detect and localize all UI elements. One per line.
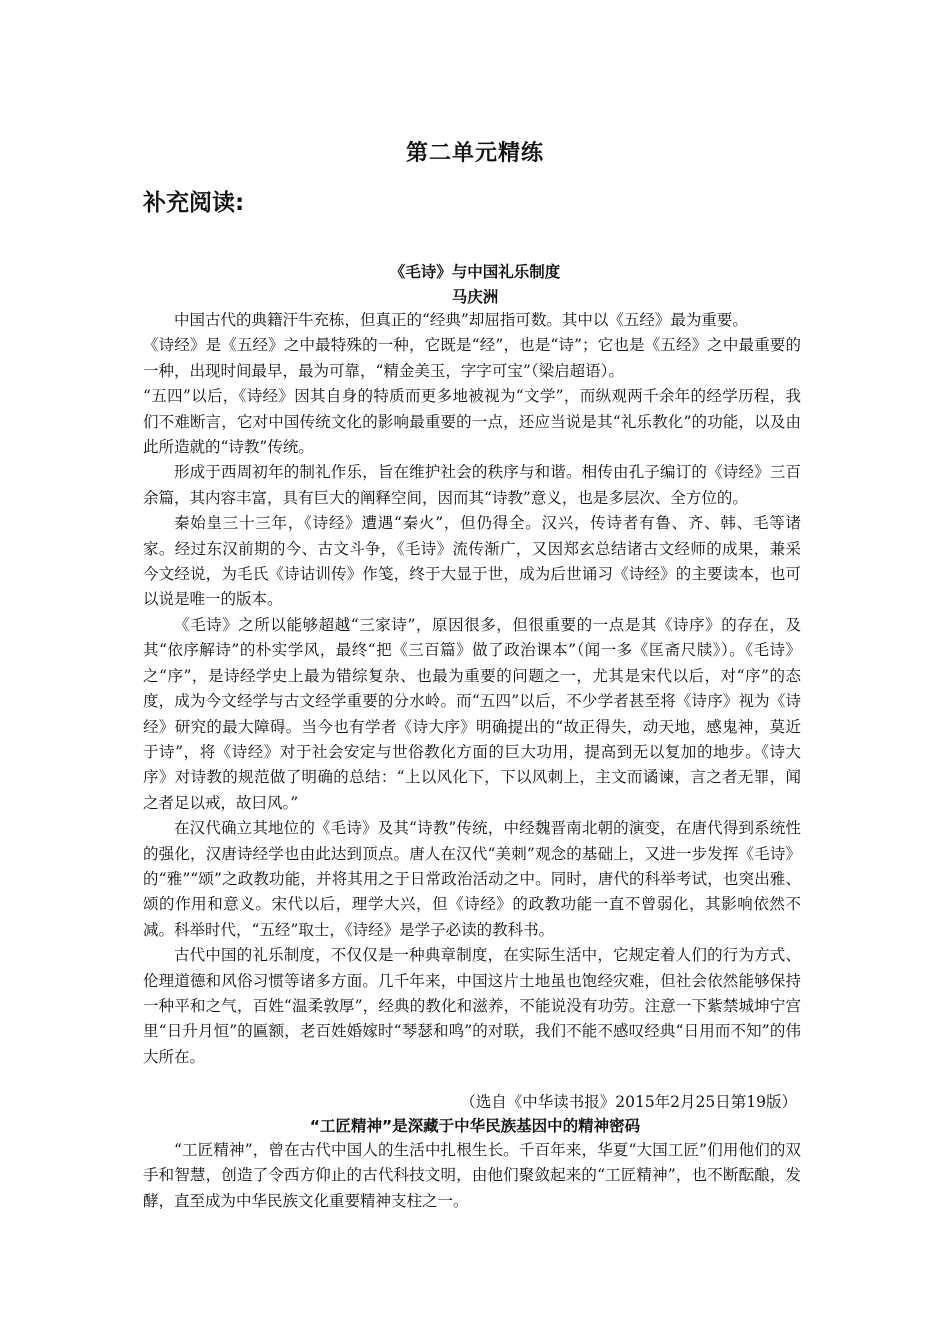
article-title-2: “工匠精神”是深藏于中华民族基因中的精神密码 (309, 1117, 641, 1135)
section-label: 补充阅读: (143, 190, 245, 216)
unit-title: 第二单元精练 (405, 141, 544, 166)
article-body-2 (143, 1138, 801, 1214)
paragraph: 《诗经》是《五经》之中最特殊的一种，它既是“经”，也是“诗”；它也是《五经》之中最重要的一种，出现时间最早，最为可靠，“精金美玉，字字可宝”（梁启超语）。 (143, 336, 801, 380)
paragraph: 古代中国的礼乐制度，不仅仅是一种典章制度，在实际生活中，它规定着人们的行为方式、伦理道德和风俗习惯等诸多方面。几千年来，中国这片土地虽也饱经灾难，但社会依然能够保持一种平和之气，百姓“温柔敦厚”，经典的教化和滋养，不能说没有功劳。注意一下紫禁城坤宁宫里“日升月恒”的匾额，老百姓婚嫁时“琴瑟和鸣”的对联，我们不能不感叹经典“日用而不知”的伟大所在。 (143, 946, 801, 1066)
paragraph: 在汉代确立其地位的《毛诗》及其“诗教”传统，中经魏晋南北朝的演变，在唐代得到系统性的强化，汉唐诗经学也由此达到顶点。唐人在汉代“美刺”观念的基础上，又进一步发挥《毛诗》的“雅”“颂”之政教功能，并将其用之于日常政治活动之中。同时，唐代的科举考试，也突出雅、颂的作用和意义。宋代以后，理学大兴，但《诗经》的政教功能一直不曾弱化，其影响依然不减。科举时代，“五经”取士，《诗经》是学子必读的教科书。 (143, 819, 801, 939)
article-source: （选自《中华读书报》2015年2月25日第19版） (460, 1093, 797, 1111)
paragraph: “五四”以后，《诗经》因其自身的特质而更多地被视为“文学”，而纵观两千余年的经学历程，我们不难断言，它对中国传统文化的影响最重要的一点，还应当说是其“礼乐教化”的功能，以及由此所造就的“诗教”传统。 (143, 387, 801, 457)
paragraph: “工匠精神”，曾在古代中国人的生活中扎根生长。千百年来，华夏“大国工匠”们用他们的双手和智慧，创造了令西方仰止的古代科技文明，由他们聚敛起来的“工匠精神”，也不断酝酿，发酵，直至成为中华民族文化重要精神支柱之一。 (143, 1141, 801, 1210)
article-author: 马庆洲 (451, 287, 499, 306)
paragraph: 形成于西周初年的制礼作乐，旨在维护社会的秩序与和谐。相传由孔子编订的《诗经》三百余篇，其内容丰富，具有巨大的阐释空间，因而其“诗教”意义，也是多层次、全方位的。 (143, 463, 801, 507)
paragraph: 秦始皇三十三年，《诗经》遭遇“秦火”，但仍得全。汉兴，传诗者有鲁、齐、韩、毛等诸家。经过东汉前期的今、古文斗争，《毛诗》流传渐广，又因郑玄总结诸古文经师的成果，兼采今文经说，为毛氏《诗诂训传》作笺，终于大显于世，成为后世诵习《诗经》的主要读本，也可以说是唯一的版本。 (143, 514, 801, 609)
article-title: 《毛诗》与中国礼乐制度 (389, 262, 561, 281)
paragraph: 中国古代的典籍汗牛充栋，但真正的“经典”却屈指可数。其中以《五经》最为重要。 (174, 311, 748, 329)
article-body (143, 283, 801, 1070)
paragraph: 《毛诗》之所以能够超越“三家诗”，原因很多，但很重要的一点是其《诗序》的存在，及其“依序解诗”的朴实学风，最终“把《三百篇》做了政治课本”（闻一多《匡斋尺牍》）。《毛诗》之“序”，是诗经学史上最为错综复杂、也最为重要的问题之一，尤其是宋代以后，对“序”的态度，成为今文经学与古文经学重要的分水岭。而“五四”以后，不少学者甚至将《诗序》视为《诗经》研究的最大障碍。当今也有学者《诗大序》明确提出的“故正得失，动天地，感鬼神，莫近于诗”，将《诗经》对于社会安定与世俗教化方面的巨大功用，提高到无以复加的地步。《诗大序》对诗教的规范做了明确的总结：“上以风化下，下以风刺上，主文而谲谏，言之者无罪，闻之者足以戒，故曰风。” (143, 615, 801, 812)
